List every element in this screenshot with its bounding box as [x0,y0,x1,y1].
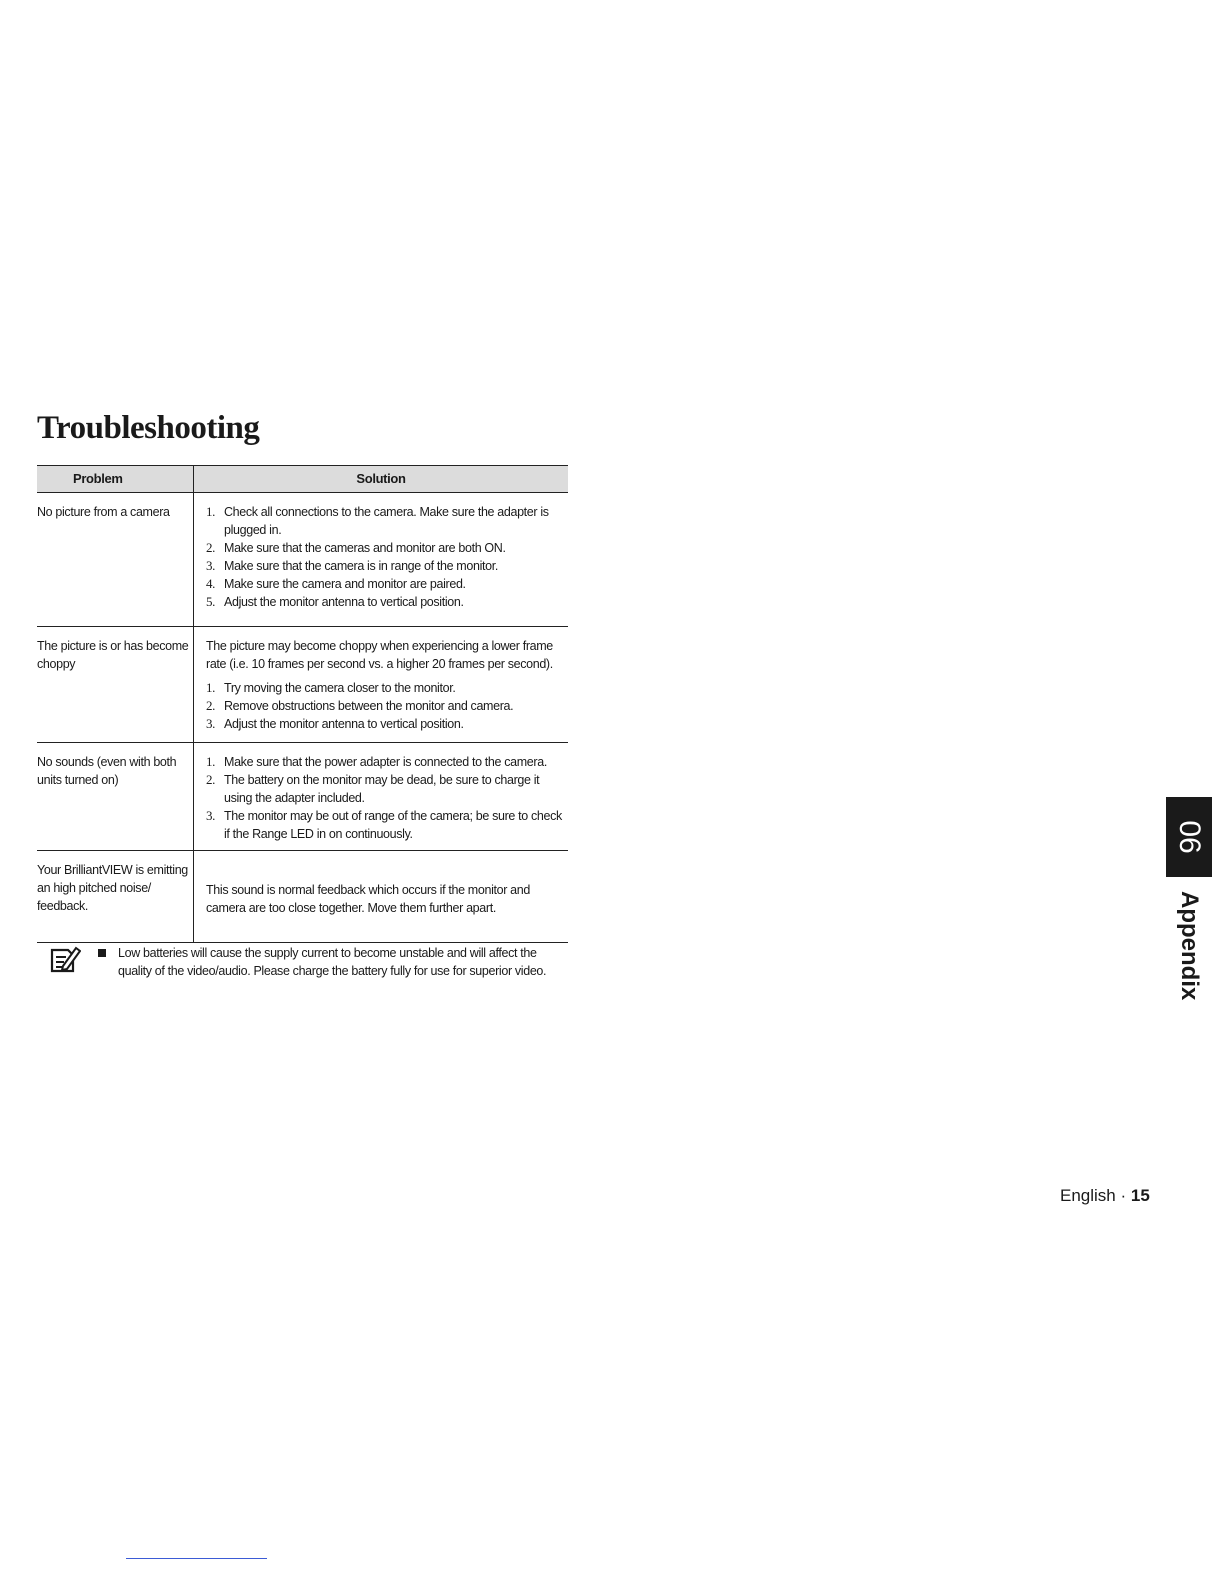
solution-step [206,539,568,557]
solution-steps [206,503,568,611]
step-text: Make sure that the camera is in range of the monitor. [224,559,498,573]
step-number: 3. [206,716,216,731]
footer-language: English [1060,1186,1116,1205]
step-number: 2. [206,540,216,555]
chapter-label: Appendix [1176,891,1203,1001]
step-number: 3. [206,558,216,573]
footer-link-underline [126,1558,267,1559]
step-number: 2. [206,772,216,787]
header-problem: Problem [37,466,194,493]
solution-step [206,753,568,771]
step-number: 5. [206,594,216,609]
table-row [37,743,568,851]
note-text: Low batteries will cause the supply current to become unstable and will affect the quality of the video/audio. Please charge the battery fully for use for superior video. [118,946,547,978]
step-number: 1. [206,754,216,769]
solution-step [206,807,568,843]
footer-separator: · [1120,1186,1127,1205]
bullet-square [98,949,106,957]
step-text: Try moving the camera closer to the monitor. [224,681,456,695]
note-block [47,944,572,980]
solution-step [206,593,568,611]
table-row [37,627,568,743]
solution-step [206,697,568,715]
page-title: Troubleshooting [37,410,260,446]
solution-step [206,503,568,539]
table-header-row [37,466,568,493]
solution-step [206,715,568,733]
table-row [37,493,568,627]
troubleshooting-table [37,465,568,943]
solution-cell: This sound is normal feedback which occurs if the monitor and camera are too close together. Move them further apart. [194,851,569,943]
problem-cell: Your BrilliantVIEW is emitting an high pitched noise/ feedback. [37,851,194,943]
step-text: Make sure that the power adapter is connected to the camera. [224,755,547,769]
table-row [37,851,568,943]
step-number: 4. [206,576,216,591]
problem-cell: No picture from a camera [37,493,194,627]
step-number: 3. [206,808,216,823]
header-solution: Solution [194,466,569,493]
solution-cell [194,627,569,743]
step-text: Adjust the monitor antenna to vertical position. [224,595,464,609]
problem-cell: The picture is or has become choppy [37,627,194,743]
step-text: Check all connections to the camera. Make sure the adapter is plugged in. [224,505,549,537]
note-pencil-icon [47,944,81,974]
page-footer [1060,1186,1150,1206]
step-text: Remove obstructions between the monitor and camera. [224,699,514,713]
chapter-number: 06 [1173,820,1206,854]
solution-step [206,575,568,593]
problem-cell: No sounds (even with both units turned on) [37,743,194,851]
page-number: 15 [1130,1186,1150,1205]
step-number: 1. [206,680,216,695]
step-text: Make sure the camera and monitor are paired. [224,577,466,591]
solution-cell [194,743,569,851]
solution-step [206,557,568,575]
solution-cell [194,493,569,627]
step-text: The monitor may be out of range of the camera; be sure to check if the Range LED in on continuously. [224,809,562,841]
step-text: Adjust the monitor antenna to vertical position. [224,717,464,731]
solution-step [206,771,568,807]
chapter-tab [1166,797,1212,877]
step-number: 2. [206,698,216,713]
solution-step [206,679,568,697]
step-text: The battery on the monitor may be dead, be sure to charge it using the adapter included. [224,773,540,805]
solution-intro: The picture may become choppy when experiencing a lower frame rate (i.e. 10 frames per second vs. a higher 20 frames per second). [206,639,553,671]
step-text: Make sure that the cameras and monitor are both ON. [224,541,506,555]
solution-steps [206,679,568,733]
step-number: 1. [206,504,216,519]
solution-steps [206,753,568,843]
